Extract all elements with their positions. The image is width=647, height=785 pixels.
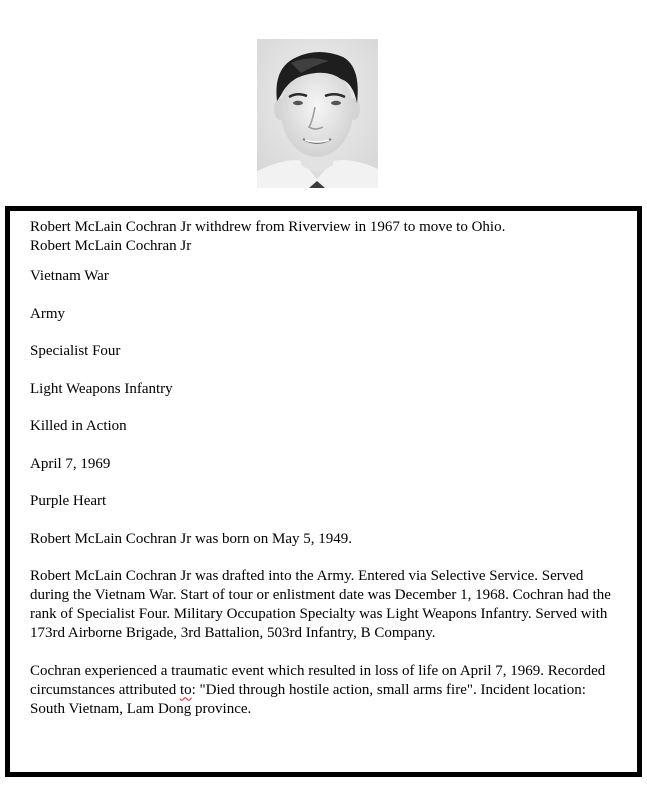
death-paragraph-start: Cochran experienced a traumatic event which resulted in loss of life on April 7, 1969. Recorded circumstances attributed: [30, 662, 606, 698]
branch: Army: [30, 305, 65, 322]
death-paragraph: [30, 662, 620, 719]
service-paragraph: Robert McLain Cochran Jr was drafted into the Army. Entered via Selective Service. Served during the Vietnam War. Start of tour or enlistment date was December 1, 1968. Cochran had the rank of Specialist Four. Military Occupation Specialty was Light Weapons Infantry. Served with 173rd Airborne Brigade, 3rd Battalion, 503rd Infantry, B Company.: [30, 568, 611, 641]
date-of-death: April 7, 1969: [30, 455, 111, 472]
portrait-photo: [257, 39, 378, 188]
spellcheck-flagged-word[interactable]: to: [179, 681, 192, 698]
portrait-image: [257, 39, 378, 188]
conflict: Vietnam War: [30, 268, 109, 284]
rank: Specialist Four: [30, 343, 121, 359]
award: Purple Heart: [30, 493, 107, 509]
service-record-box: [5, 206, 642, 777]
service-record-content: [30, 218, 620, 737]
birth-sentence: Robert McLain Cochran Jr was born on May 5, 1949.: [30, 530, 353, 547]
military-specialty: Light Weapons Infantry: [30, 380, 173, 397]
death-paragraph-end: : "Died through hostile action, small arms fire". Incident location: South Vietnam, Lam Dong province.: [30, 681, 586, 717]
full-name: Robert McLain Cochran Jr: [30, 238, 192, 254]
casualty-type: Killed in Action: [30, 418, 127, 434]
withdrawal-note: Robert McLain Cochran Jr withdrew from Riverview in 1967 to move to Ohio.: [30, 219, 506, 235]
